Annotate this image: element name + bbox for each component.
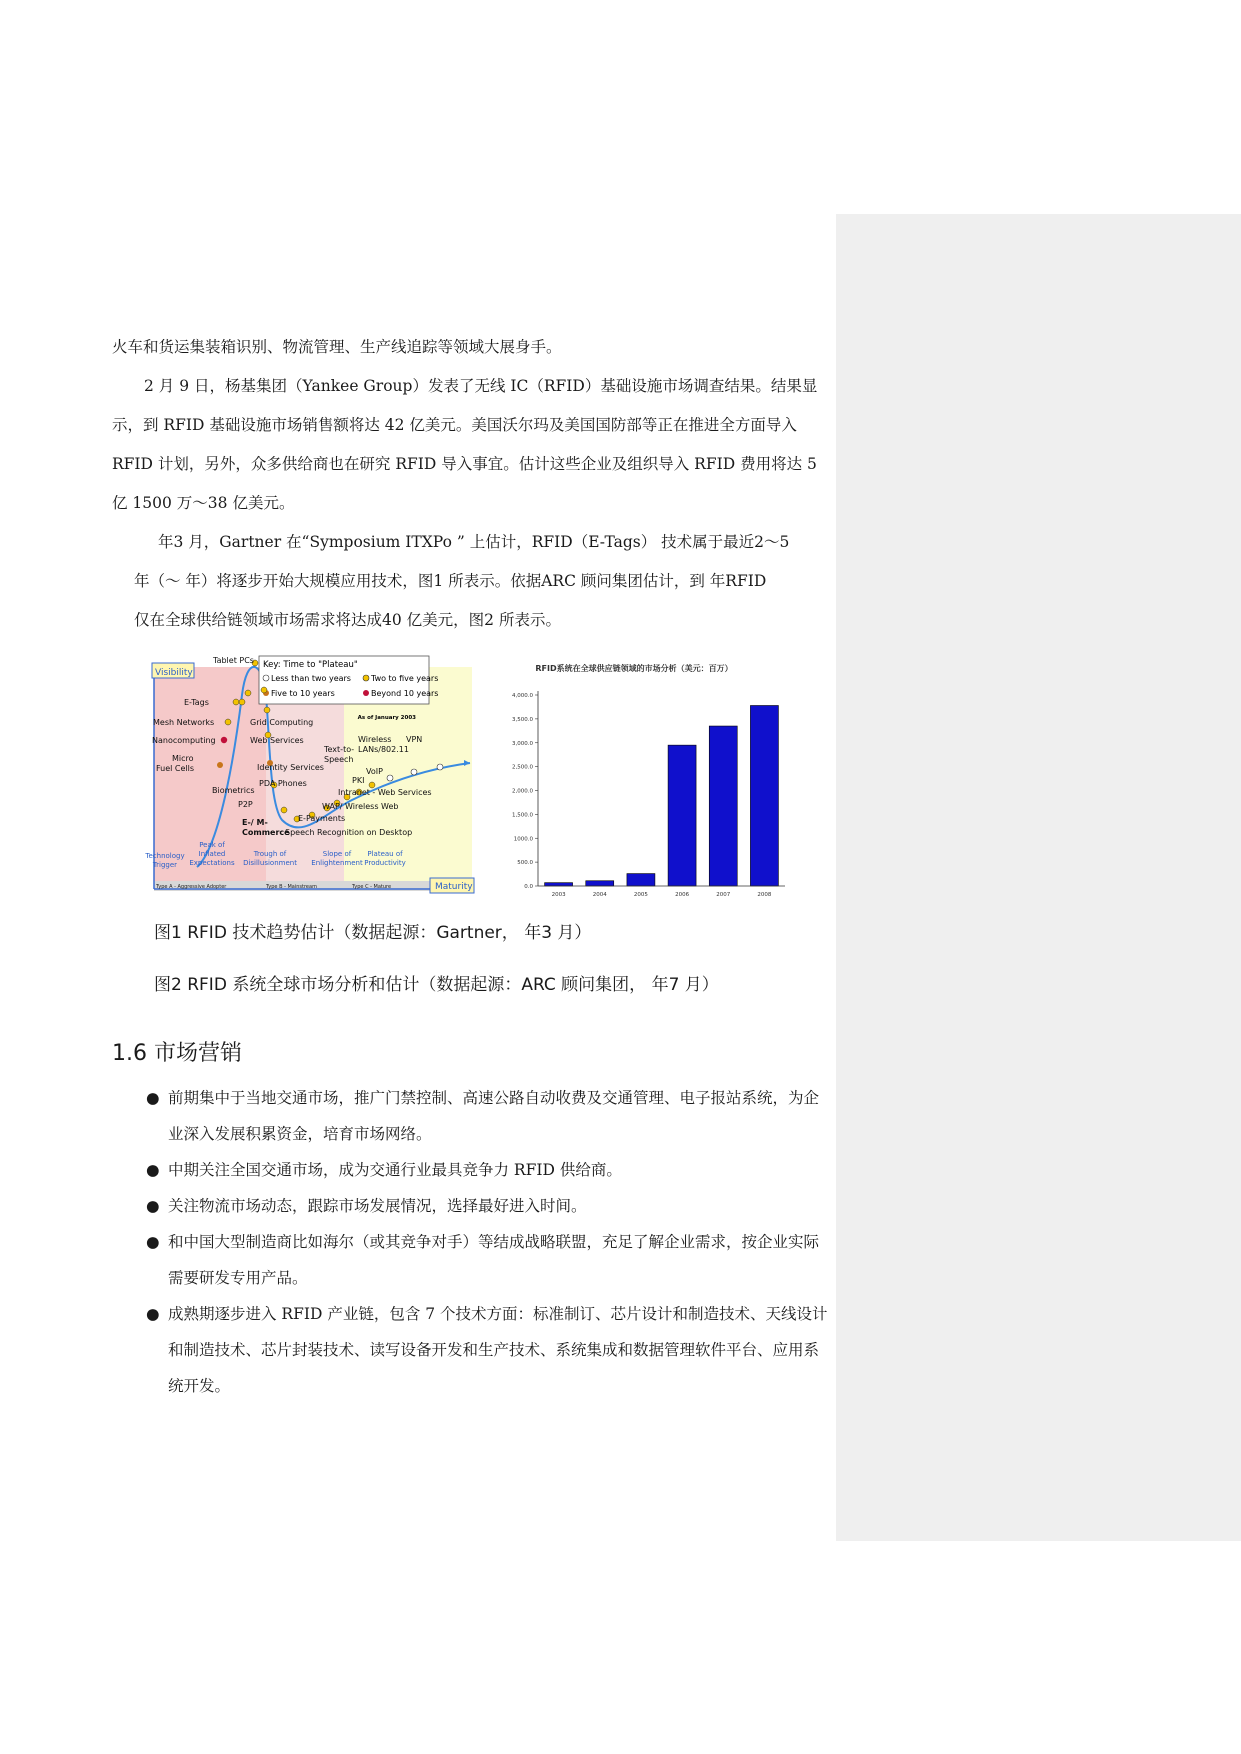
bar-2006 xyxy=(668,745,696,886)
list-item: ● 中期关注全国交通市场，成为交通行业最具竞争力 RFID 供给商。 xyxy=(112,1152,828,1188)
key-title: Key: Time to "Plateau" xyxy=(263,660,358,670)
list-item: ● 前期集中于当地交通市场，推广门禁控制、高速公路自动收费及交通管理、电子报站系统，为企业深入发展积累资金，培育市场网络。 xyxy=(112,1080,828,1152)
bars xyxy=(545,706,779,886)
svg-text:E-Tags: E-Tags xyxy=(184,698,209,707)
svg-text:Slope of: Slope of xyxy=(322,850,352,858)
y-tick-label: 4,000.0 xyxy=(512,693,533,699)
comment-pane xyxy=(836,214,1241,1541)
paragraph-3-line-3: 仅在全球供给链领域市场需求将达成40 亿美元，图2 所表示。 xyxy=(134,611,561,629)
figure-2-caption: 图2 RFID 系统全球市场分析和估计（数据起源：ARC 顾问集团， 年7 月） xyxy=(154,975,719,995)
y-tick-label: 3,000.0 xyxy=(512,740,533,747)
bar-2005 xyxy=(627,874,655,886)
svg-text:Micro: Micro xyxy=(172,754,194,763)
svg-text:Technology: Technology xyxy=(145,852,185,860)
paragraph-3-line-1: 年3 月，Gartner 在“Symposium ITXPo ” 上估计，RFID（E-Tags） 技术属于最近2～5 xyxy=(158,533,790,551)
x-tick-label: 2007 xyxy=(716,892,731,898)
figure-1-caption: 图1 RFID 技术趋势估计（数据起源：Gartner， 年3 月） xyxy=(154,923,592,943)
x-tick-label: 2006 xyxy=(675,892,690,898)
svg-text:Intranet - Web Services: Intranet - Web Services xyxy=(338,788,432,797)
svg-text:Plateau of: Plateau of xyxy=(367,850,403,858)
x-tick-label: 2003 xyxy=(551,892,566,898)
svg-text:Enlightenment: Enlightenment xyxy=(311,859,363,867)
bullet-dot: ● xyxy=(146,1161,160,1179)
svg-text:Type B - Mainstream: Type B - Mainstream xyxy=(266,884,317,890)
marketing-bullet-list xyxy=(112,1080,828,1404)
y-tick-label: 500.0 xyxy=(517,860,533,867)
chart-title: RFID系统在全球供应链领域的市场分析（美元：百万） xyxy=(535,664,733,673)
svg-text:WAP/ Wireless Web: WAP/ Wireless Web xyxy=(322,802,399,811)
axis-y-label: Visibility xyxy=(155,668,193,678)
bullet-dot: ● xyxy=(146,1233,160,1251)
svg-text:Trigger: Trigger xyxy=(152,861,178,869)
svg-text:E-Payments: E-Payments xyxy=(298,814,346,823)
svg-text:Nanocomputing: Nanocomputing xyxy=(152,736,216,745)
svg-text:VoIP: VoIP xyxy=(366,767,383,776)
svg-text:Expectations: Expectations xyxy=(189,859,235,867)
paragraph-3-line-2: 年（～ 年）将逐步开始大规模应用技术，图1 所表示。依据ARC 顾问集团估计，到 年RFID xyxy=(134,572,767,590)
svg-text:Peak of: Peak of xyxy=(199,841,225,849)
axis-x-label: Maturity xyxy=(435,882,473,892)
svg-text:PKI: PKI xyxy=(352,776,365,785)
bar-2003 xyxy=(545,883,573,886)
list-item: ● 成熟期逐步进入 RFID 产业链，包含 7 个技术方面：标准制订、芯片设计和制造技术、天线设计和制造技术、芯片封装技术、读写设备开发和生产技术、系统集成和数据管理软件平台、应用系统开发。 xyxy=(112,1296,828,1404)
svg-text:PDA Phones: PDA Phones xyxy=(259,779,307,788)
svg-text:Trough of: Trough of xyxy=(253,850,287,858)
bullet-dot: ● xyxy=(146,1089,160,1107)
key-item: Less than two years xyxy=(271,674,351,683)
y-tick-label: 0.0 xyxy=(524,884,533,890)
section-heading: 1.6 市场营销 xyxy=(112,1041,242,1066)
bullet-dot: ● xyxy=(146,1197,160,1215)
hype-cycle-types xyxy=(155,884,391,890)
y-tick-label: 1000.0 xyxy=(513,836,533,843)
svg-text:Type C - Mature: Type C - Mature xyxy=(352,884,392,890)
y-tick-label: 2,500.0 xyxy=(512,764,533,771)
svg-text:Grid Computing: Grid Computing xyxy=(250,718,314,727)
svg-text:P2P: P2P xyxy=(238,800,253,809)
key-item: Five to 10 years xyxy=(271,689,335,698)
svg-text:Speech Recognition on Desktop: Speech Recognition on Desktop xyxy=(285,828,413,837)
svg-text:Speech: Speech xyxy=(324,755,354,764)
x-tick-label: 2005 xyxy=(633,892,648,898)
as-of-note: As of January 2003 xyxy=(357,715,416,721)
svg-text:E-/ M-: E-/ M- xyxy=(242,818,268,827)
bar-2008 xyxy=(750,706,778,886)
svg-text:Fuel Cells: Fuel Cells xyxy=(156,764,195,773)
y-tick-label: 1,500.0 xyxy=(512,812,533,819)
paragraph-1: 火车和货运集装箱识别、物流管理、生产线追踪等领域大展身手。 xyxy=(112,338,562,356)
y-axis xyxy=(512,691,538,890)
svg-text:Inflated: Inflated xyxy=(198,850,226,858)
svg-text:LANs/802.11: LANs/802.11 xyxy=(358,745,409,754)
figure-2-bar-chart xyxy=(490,655,792,900)
svg-text:VPN: VPN xyxy=(406,735,423,744)
svg-text:Disillusionment: Disillusionment xyxy=(243,859,297,867)
x-tick-label: 2004 xyxy=(592,892,607,898)
key-item: Beyond 10 years xyxy=(371,689,439,698)
paragraph-2: 2 月 9 日，杨基集团（Yankee Group）发表了无线 IC（RFID）基础设施市场调查结果。结果显示，到 RFID 基础设施市场销售额将达 42 亿美元。美国沃尔玛及美国国防部等正在推进全方面导入 RFID 计划，另外，众多供给商也在研究 RFID 导入事宜。估计这些企业及组织导入 RFID 费用将达 5 亿 1500 万～38 亿美元。 xyxy=(112,377,818,512)
svg-text:Text-to-: Text-to- xyxy=(324,745,355,754)
list-item: ● 关注物流市场动态，跟踪市场发展情况，选择最好进入时间。 xyxy=(112,1188,828,1224)
svg-text:Mesh Networks: Mesh Networks xyxy=(153,718,215,727)
bullet-dot: ● xyxy=(146,1305,160,1323)
svg-text:Wireless: Wireless xyxy=(358,735,392,744)
svg-text:Commerce: Commerce xyxy=(242,828,290,837)
bar-2004 xyxy=(586,881,614,886)
key-item: Two to five years xyxy=(371,674,439,683)
x-axis xyxy=(538,886,785,898)
y-tick-label: 2,000.0 xyxy=(512,788,533,795)
svg-text:Type A - Aggressive Adopter: Type A - Aggressive Adopter xyxy=(156,884,227,890)
svg-text:Biometrics: Biometrics xyxy=(212,786,255,795)
y-tick-label: 3,500.0 xyxy=(512,716,533,723)
svg-text:Web Services: Web Services xyxy=(250,736,304,745)
figure-1-hype-cycle xyxy=(145,655,476,897)
svg-text:Productivity: Productivity xyxy=(364,859,406,867)
svg-text:Tablet PCs: Tablet PCs xyxy=(213,656,254,665)
x-tick-label: 2008 xyxy=(757,892,772,898)
list-item: ● 和中国大型制造商比如海尔（或其竞争对手）等结成战略联盟，充足了解企业需求，按企业实际需要研发专用产品。 xyxy=(112,1224,828,1296)
svg-text:Identity Services: Identity Services xyxy=(257,763,324,772)
bar-2007 xyxy=(709,726,737,886)
